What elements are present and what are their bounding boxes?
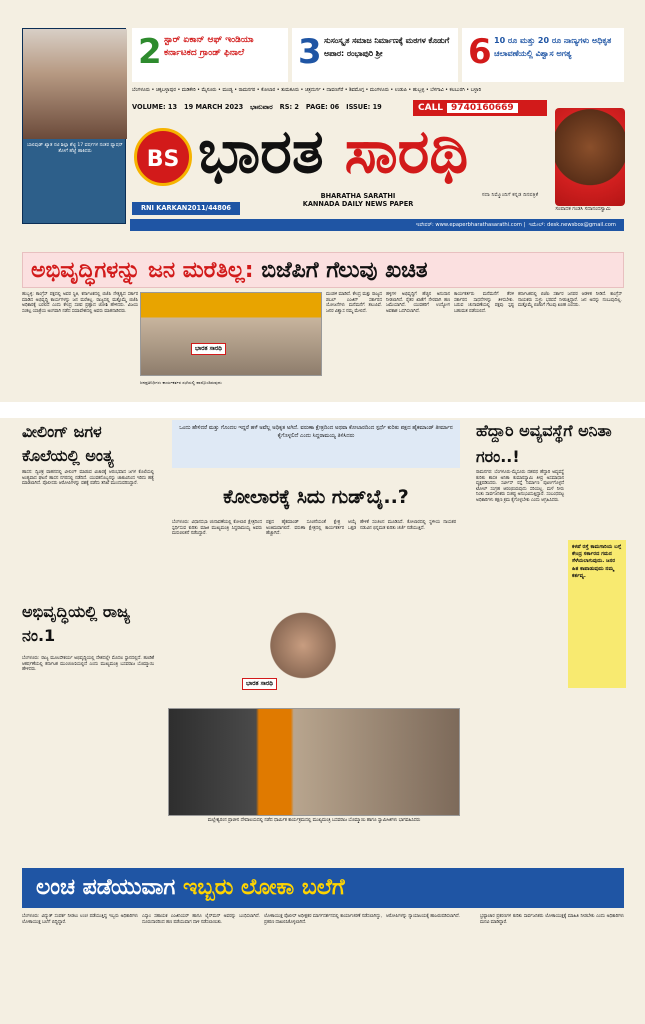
lead-story-col3: ಹಳ್ಳಿಗಳ ಅಭಿವೃದ್ಧಿಗೆ ಹೆಚ್ಚಿನ ಅನುದಾನ ನೀಡಲಾಗಿದೆ. ರೈತರ ಖಾತೆಗೆ ನೇರವಾಗಿ ಹಣ ಜಮೆಯಾಗಿದೆ. ಯುವಕರಿಗೆ ಉದ್ಯೋಗ ಅವಕಾಶ ಒದಗಿಸಲಾಗಿದೆ. (386, 292, 450, 314)
issue-number: ISSUE: 19 (346, 103, 382, 111)
contact-bar: ಇಪೇಪರ್: www.epaperbharathasarathi.com | ಇಮೇಲ್: desk.newsbox@gmail.com (130, 219, 624, 231)
lokayukta-headline-part2: ಇಬ್ಬರು ಲೋಕಾ ಬಲೆಗೆ (183, 875, 345, 900)
page-number: PAGE: 06 (305, 103, 340, 111)
masthead-english (293, 192, 423, 208)
masthead-en-line2: KANNADA DAILY NEWS PAPER (302, 200, 414, 208)
editor-caption: ಸಂಪಾದಕ ಗಂಡಸಿ ಸದಾನಂದಸ್ವಾಮಿ (555, 206, 611, 212)
teaser-text: ಸ್ಟಾರ್ ಏಕಾನ್ ಆಫ್ ಇಂಡಿಯಾ ಕರ್ನಾಟಕದ ಗ್ರಾಂಡ್ ಫಿನಾಲೆ (164, 35, 254, 58)
celebrity-photo-box (22, 28, 126, 224)
development-headline[interactable]: ಅಭಿವೃದ್ಧಿಯಲ್ಲಿ ರಾಜ್ಯ ನಂ.1 (22, 602, 130, 645)
lokayukta-story-col1: ಬೆಂಗಳೂರು: ವಿದ್ಯುತ್ ಸಂಪರ್ಕ ನೀಡಲು ಲಂಚ ಪಡೆಯುತ್ತಿದ್ದ ಇಬ್ಬರು ಅಧಿಕಾರಿಗಳು ಲೋಕಾಯುಕ್ತ ಬಲೆಗೆ ಬಿದ್ದಿದ್ದಾರೆ. (22, 914, 138, 925)
email-link[interactable]: ಇಮೇಲ್: desk.newsbox@gmail.com (528, 222, 616, 228)
volume: VOLUME: 13 (132, 103, 178, 111)
epaper-link[interactable]: ಇಪೇಪರ್: www.epaperbharathasarathi.com (415, 222, 522, 228)
call-label: CALL (418, 103, 444, 113)
lead-headline-part1: ಅಭಿವೃದ್ಧಿಗಳನ್ನು ಜನ ಮರೆತಿಲ್ಲ: (31, 258, 254, 283)
teaser-3[interactable] (462, 28, 624, 82)
teaser-text: ಸುಸಂಸ್ಕೃತ ಸಮಾಜ ನಿರ್ಮಾಣಕ್ಕೆ ಮಠಗಳ ಕೊಡುಗೆ ಅಪಾರ: ರಂಭಾಪುರಿ ಶ್ರೀ (324, 36, 450, 58)
lead-story-col5: ಕರ್ನಾಟಕದಲ್ಲಿ ಬಿಜೆಪಿ ಸರ್ಕಾರ ಜನಪರ ಆಡಳಿತ ನೀಡಿದೆ. ಕಾಂಗ್ರೆಸ್ ನಾಯಕರು ಸುಳ್ಳು ಭರವಸೆ ನೀಡುತ್ತಿದ್ದಾರೆ. ಜನ ಅದನ್ನು ನಂಬುವುದಿಲ್ಲ. ಮತ್ತೊಮ್ಮೆ ಬಿಜೆಪಿಗೆ ಗೆಲುವು ಖಚಿತ ಎಂದರು. (518, 292, 622, 309)
kolar-story-col1: ಬೆಂಗಳೂರು: ವಿಧಾನಸಭಾ ಚುನಾವಣೆಯಲ್ಲಿ ಕೋಲಾರ ಕ್ಷೇತ್ರದಿಂದ ಸ್ಪರ್ಧಿಸುವ ಕುರಿತು ಮಾಜಿ ಮುಖ್ಯಮಂತ್ರಿ ಸಿದ್ದರಾಮಯ್ಯ ಅವರು ಮರುಚಿಂತನೆ ನಡೆಸಿದ್ದಾರೆ. (172, 520, 262, 537)
lead-headline-box[interactable] (22, 252, 624, 288)
lokayukta-story-col4: ಆರೋಪಿಗಳನ್ನು ನ್ಯಾಯಾಲಯಕ್ಕೆ ಹಾಜರುಪಡಿಸಲಾಗಿದೆ. (386, 914, 460, 919)
call-number[interactable]: 9740160669 (447, 103, 518, 113)
celebrity-caption: ಬಾಲಿವುಡ್ ಖ್ಯಾತ ನಟಿ ಶಿಲ್ಪಾ ಶೆಟ್ಟಿ 17 ವರ್ಷಗಳ ನಂತರ ಫ್ಯಾಷನ್ ಶೋಗೆ ಹೆಜ್ಜೆ ಹಾಕಿದರು (27, 143, 123, 155)
wheeling-story-text: ಹಾಸನ: ದ್ವಿಚಕ್ರ ವಾಹನದಲ್ಲಿ ವೀಲಿಂಗ್ ಮಾಡುವ ವಿಚಾರಕ್ಕೆ ಆರಂಭವಾದ ಜಗಳ ಕೊಲೆಯಲ್ಲಿ ಅಂತ್ಯವಾದ ಘಟನೆ ಹಾಸನ ನಗರದಲ್ಲಿ ನಡೆದಿದೆ. ಯುವಕನೊಬ್ಬನನ್ನು ಚಾಕುವಿನಿಂದ ಇರಿದು ಹತ್ಯೆ ಮಾಡಲಾಗಿದೆ. ಪೊಲೀಸರು ಆರೋಪಿಗಳನ್ನು ವಶಕ್ಕೆ ಪಡೆದು ತನಿಖೆ ಮುಂದುವರಿಸಿದ್ದಾರೆ. (22, 470, 154, 487)
price: RS: 2 (279, 103, 299, 111)
highway-headline[interactable]: ಹೆದ್ದಾರಿ ಅವ್ಯವಸ್ಥೆಗೆ ಅನಿತಾ ಗರಂ..! (476, 421, 612, 466)
rni-number: RNI KARKAN2011/44806 (132, 202, 240, 215)
lead-story-col2: ಮಂಡಳಿ ಮಾಡಿದೆ. ಕೇಂದ್ರ ಮತ್ತು ರಾಜ್ಯದ ಡಬಲ್ ಎಂಜಿನ್ ಸರ್ಕಾರದ ಯೋಜನೆಗಳು ಮನೆಮನೆಗೆ ತಲುಪಿವೆ. ಜನರ ವಿಶ್ವಾಸ ನಮ್ಮ ಮೇಲಿದೆ. (326, 292, 382, 314)
masthead-part2: ಸಾರಥಿ (344, 117, 469, 187)
highway-story-text: ರಾಮನಗರ: ಬೆಂಗಳೂರು-ಮೈಸೂರು ದಶಪಥ ಹೆದ್ದಾರಿ ಅವ್ಯವಸ್ಥೆ ಕುರಿತು ಶಾಸಕಿ ಅನಿತಾ ಕುಮಾರಸ್ವಾಮಿ ತೀವ್ರ ಅಸಮಾಧಾನ ವ್ಯಕ್ತಪಡಿಸಿದರು. ಸರ್ವೀಸ್ ರಸ್ತೆ ನಿರ್ಮಾಣ ಪೂರ್ಣಗೊಳ್ಳದೆ ಟೋಲ್ ಸಂಗ್ರಹ ಆರಂಭಿಸಿರುವುದು ಸರಿಯಲ್ಲ. ಮಳೆ ನೀರು ನಿಂತು ಸಾರ್ವಜನಿಕರು ಸಂಕಷ್ಟ ಅನುಭವಿಸುತ್ತಿದ್ದಾರೆ. ಸಂಬಂಧಪಟ್ಟ ಅಧಿಕಾರಿಗಳು ತಕ್ಷಣ ಕ್ರಮ ಕೈಗೊಳ್ಳಬೇಕು ಎಂದು ಆಗ್ರಹಿಸಿದರು. (476, 470, 564, 503)
teaser-2[interactable] (292, 28, 458, 82)
lokayukta-headline (36, 872, 345, 904)
lokayukta-story-col2: ಎಸ್ಕಾಂ ಸಹಾಯಕ ಎಂಜಿನಿಯರ್ ಹಾಗೂ ಲೈನ್‌ಮನ್ ಅವರನ್ನು ಬಂಧಿಸಲಾಗಿದೆ. ದೂರುದಾರರಿಂದ ಹಣ ಪಡೆಯುವಾಗ ದಾಳಿ ನಡೆಸಲಾಯಿತು. (142, 914, 260, 925)
teaser-1[interactable] (132, 28, 288, 82)
masthead-part1: ಭಾರತ (198, 117, 324, 187)
section-divider (0, 402, 645, 418)
development-story-text: ಬೆಂಗಳೂರು: ರಾಜ್ಯ ಮೂಲಸೌಕರ್ಯ ಅಭಿವೃದ್ಧಿಯಲ್ಲಿ ದೇಶದಲ್ಲೇ ಮೊದಲ ಸ್ಥಾನದಲ್ಲಿದೆ. ಹೂಡಿಕೆ ಆಕರ್ಷಣೆಯಲ್ಲಿ ಕರ್ನಾಟಕ ಮುಂಚೂಣಿಯಲ್ಲಿದೆ ಎಂದು ಮುಖ್ಯಮಂತ್ರಿ ಬಸವರಾಜ ಬೊಮ್ಮಾಯಿ ಹೇಳಿದರು. (22, 656, 154, 673)
bs-logo: BS (134, 128, 192, 186)
lead-headline (31, 255, 428, 287)
editor-photo (555, 108, 625, 206)
highway-quote-box: ಕಳಪೆ ರಸ್ತೆ ಕಾಮಗಾರಿಯ ಬಗ್ಗೆ ಕೇಂದ್ರ ಸರ್ಕಾರದ ಗಮನ ಸೆಳೆಯಲಾಗುವುದು. ಜನರ ಹಿತ ಕಾಪಾಡುವುದು ನಮ್ಮ ಕರ್ತವ್ಯ. (568, 540, 626, 688)
lokayukta-headline-part1: ಲಂಚ ಪಡೆಯುವಾಗ (36, 875, 176, 900)
tagline: ಸದಾ ನಿಮ್ಮೊಂದಿಗೆ ಕನ್ನಡ ದಿನಪತ್ರಿಕೆ (481, 192, 539, 198)
kolar-story-col3: ಹೇಳಿಕೆ ಸಂಚಲನ ಮೂಡಿಸಿದೆ. ಕೋಲಾರದಲ್ಲಿ ಸ್ಥಳೀಯ ನಾಯಕರ ನಡುವಿನ ಭಿನ್ನಮತ ಕುರಿತು ಚರ್ಚೆ ನಡೆಯುತ್ತಿದೆ. (360, 520, 456, 531)
lokayukta-story-col3: ಲೋಕಾಯುಕ್ತ ಪೊಲೀಸ್ ಅಧೀಕ್ಷಕರ ಮಾರ್ಗದರ್ಶನದಲ್ಲಿ ಕಾರ್ಯಾಚರಣೆ ನಡೆಸಲಾಗಿದ್ದು, ಪ್ರಕರಣ ದಾಖಲಿಸಿಕೊಳ್ಳಲಾಗಿದೆ. (264, 914, 382, 925)
masthead-en-line1: BHARATHA SARATHI (320, 192, 396, 200)
teaser-page-number: 2 (138, 32, 162, 72)
masthead-title (198, 112, 574, 192)
celebrity-portrait (23, 29, 127, 139)
lokayukta-headline-box[interactable] (22, 868, 624, 908)
district-ticker: ಬೆಂಗಳೂರು • ಚಿಕ್ಕಬಳ್ಳಾಪುರ • ಮಡಿಕೇರಿ • ಮೈಸೂರು • ಮಂಡ್ಯ • ರಾಮನಗರ • ಕೋಲಾರ • ತುಮಕೂರು • ಚಿತ್ರದುರ್ಗ • ದಾವಣಗೆರೆ • ಶಿವಮೊಗ್ಗ • ಮಂಗಳೂರು • ಉಡುಪಿ • ಹುಬ್ಬಳ್ಳಿ • ಬೆಳಗಾವಿ • ಕಲಬುರಗಿ • ಬಳ್ಳಾರಿ (132, 88, 481, 93)
lead-story-col4: ಕಾರ್ಯಕರ್ತರು ಮನೆಮನೆಗೆ ತೆರಳಿ ಸರ್ಕಾರದ ಸಾಧನೆಗಳನ್ನು ತಿಳಿಸಬೇಕು. ಬರುವ ಚುನಾವಣೆಯಲ್ಲಿ ಪಕ್ಷವು ಸ್ಪಷ್ಟ ಬಹುಮತ ಪಡೆಯಲಿದೆ. (454, 292, 514, 314)
kolar-photo (240, 604, 380, 696)
kolar-intro-box: ಒಂದು ಹೇಳಿದರೆ ಮತ್ತು ಗೊಂದಲ ಇದ್ದರೆ ಹಳೆ ಅವೆಲ್ಲ ಅಧಿಕೃತ ಅಗಿದೆ. ವರುಣಾ ಕ್ಷೇತ್ರದಿಂದ ಅಥವಾ ಕೋಲಾರದಿಂದ ಸ್ಪರ್ಧೆ ಕುರಿತು ಪಕ್ಷದ ಹೈಕಮಾಂಡ್ ತೀರ್ಮಾನ ಕೈಗೊಳ್ಳಲಿದೆ ಎಂದು ಸಿದ್ದರಾಮಯ್ಯ ತಿಳಿಸಿದರು (172, 420, 460, 468)
lead-story-col1: ಹುಬ್ಬಳ್ಳಿ: ಕಾಂಗ್ರೆಸ್ ಪಕ್ಷದಲ್ಲಿ ಅವರ ಸ್ಥಿತಿ, ಕರ್ನಾಟಕದಲ್ಲಿ ಬಿಜೆಪಿ ನೇತೃತ್ವದ ಸರ್ಕಾರ ಮಾಡಿದ ಅಭಿವೃದ್ಧಿ ಕಾರ್ಯಗಳನ್ನು ಜನ ಮರೆತಿಲ್ಲ. ರಾಜ್ಯದಲ್ಲಿ ಮತ್ತೊಮ್ಮೆ ಬಿಜೆಪಿ ಅಧಿಕಾರಕ್ಕೆ ಬರಲಿದೆ ಎಂದು ಕೇಂದ್ರ ಸಚಿವ ಪ್ರಹ್ಲಾದ ಜೋಶಿ ಹೇಳಿದರು. ವಿಜಯ ಸಂಕಲ್ಪ ಯಾತ್ರೆಯ ಅಂಗವಾಗಿ ನಡೆದ ಸಮಾವೇಶದಲ್ಲಿ ಅವರು ಮಾತನಾಡಿದರು. (22, 292, 138, 314)
teaser-text: 10 ರೂ ಮತ್ತು 20 ರೂ ನಾಣ್ಯಗಳು ಅಧಿಕೃತ ಚಲಾವಣೆಯಲ್ಲಿ ವಿಶ್ವಾಸ ಅಗತ್ಯ (494, 36, 612, 58)
photo-watermark: ಭಾರತ ಸಾರಥಿ (242, 678, 277, 690)
photo-watermark: ಭಾರತ ಸಾರಥಿ (191, 343, 226, 355)
lead-headline-part2: ಬಿಜೆಪಿಗೆ ಗೆಲುವು ಖಚಿತ (261, 258, 428, 283)
teaser-page-number: 6 (468, 32, 492, 72)
wheeling-headline[interactable]: ವೀಲಿಂಗ್ ಜಗಳ ಕೊಲೆಯಲ್ಲಿ ಅಂತ್ಯ (22, 422, 114, 465)
date: 19 MARCH 2023 (183, 103, 244, 111)
kolar-headline[interactable]: ಕೋಲಾರಕ್ಕೆ ಸಿದು ಗುಡ್‌ಬೈ..? (223, 486, 409, 508)
lead-photo-caption: ಜನಪ್ರತಿನಿಧಿಗಳು ಕಾರ್ಯಕರ್ತರ ಸಭೆಯಲ್ಲಿ ಪಾಲ್ಗೊಂಡಿರುವುದು (140, 380, 222, 385)
lokayukta-story-col5: ಭ್ರಷ್ಟಾಚಾರ ಪ್ರಕರಣಗಳ ಕುರಿತು ಸಾರ್ವಜನಿಕರು ಲೋಕಾಯುಕ್ತಕ್ಕೆ ಮಾಹಿತಿ ನೀಡಬೇಕು ಎಂದು ಅಧಿಕಾರಿಗಳು ಮನವಿ ಮಾಡಿದ್ದಾರೆ. (480, 914, 624, 925)
teaser-page-number: 3 (298, 32, 322, 72)
lead-story-photo (140, 292, 322, 376)
event-photo-caption: ಮಲ್ಲೇಶ್ವರಂನ ಪ್ರಾಚೀನ ದೇವಾಲಯದಲ್ಲಿ ನಡೆದ ಧಾರ್ಮಿಕ ಕಾರ್ಯಕ್ರಮದಲ್ಲಿ ಮುಖ್ಯಮಂತ್ರಿ ಬಸವರಾಜ ಬೊಮ್ಮಾಯಿ ಹಾಗೂ ಸ್ವಾಮೀಜಿಗಳು ಭಾಗವಹಿಸಿದರು (207, 818, 421, 823)
kolar-story-col2: ಪಕ್ಷದ ಹೈಕಮಾಂಡ್ ಸೂಚನೆಯಂತೆ ಕ್ಷೇತ್ರ ಆಯ್ಕೆ ಅಂತಿಮವಾಗಲಿದೆ. ವರುಣಾ ಕ್ಷೇತ್ರದಲ್ಲಿ ಕಾರ್ಯಕರ್ತರ ಒತ್ತಡ ಹೆಚ್ಚಾಗಿದೆ. (266, 520, 356, 537)
day: ಭಾನುವಾರ (250, 103, 273, 111)
event-photo (168, 708, 460, 816)
